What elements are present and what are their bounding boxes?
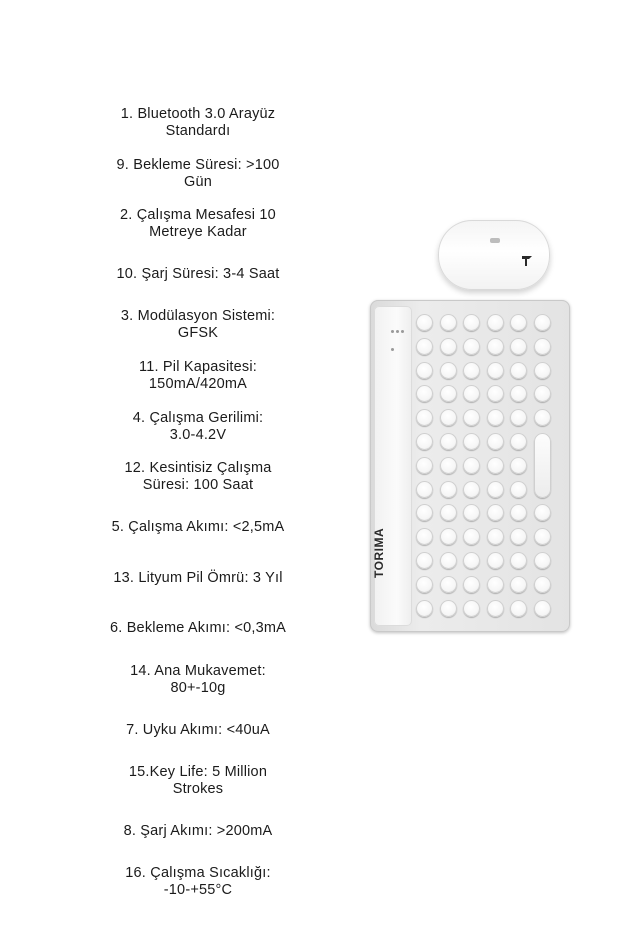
torima-logo-icon bbox=[520, 254, 534, 268]
keyboard-image bbox=[370, 300, 570, 632]
key bbox=[440, 576, 457, 593]
key bbox=[416, 409, 433, 426]
key bbox=[416, 504, 433, 521]
key bbox=[534, 409, 551, 426]
key bbox=[416, 457, 433, 474]
key bbox=[510, 552, 527, 569]
key bbox=[463, 600, 480, 617]
key bbox=[440, 552, 457, 569]
key bbox=[487, 433, 504, 450]
key bbox=[416, 528, 433, 545]
key bbox=[463, 409, 480, 426]
enter-key bbox=[534, 433, 551, 498]
spec-item: 14. Ana Mukavemet: 80+-10g bbox=[130, 662, 266, 696]
key bbox=[534, 338, 551, 355]
key bbox=[440, 433, 457, 450]
key bbox=[510, 504, 527, 521]
key bbox=[487, 338, 504, 355]
key bbox=[510, 433, 527, 450]
key bbox=[463, 528, 480, 545]
key bbox=[510, 576, 527, 593]
status-leds bbox=[390, 322, 406, 342]
key bbox=[416, 338, 433, 355]
key bbox=[534, 528, 551, 545]
key bbox=[440, 314, 457, 331]
key bbox=[440, 362, 457, 379]
spec-list bbox=[92, 106, 304, 916]
key bbox=[463, 433, 480, 450]
key bbox=[440, 504, 457, 521]
key bbox=[487, 528, 504, 545]
spec-item: 4. Çalışma Gerilimi: 3.0-4.2V bbox=[132, 409, 264, 443]
key bbox=[534, 362, 551, 379]
key bbox=[463, 576, 480, 593]
key bbox=[463, 338, 480, 355]
key bbox=[463, 385, 480, 402]
key bbox=[416, 552, 433, 569]
key bbox=[487, 600, 504, 617]
key bbox=[510, 481, 527, 498]
key bbox=[487, 552, 504, 569]
spec-item: 16. Çalışma Sıcaklığı: -10-+55°C bbox=[125, 864, 271, 898]
key bbox=[440, 338, 457, 355]
key bbox=[416, 433, 433, 450]
key bbox=[440, 409, 457, 426]
keyboard-side-strip bbox=[374, 306, 412, 626]
spec-item: 15.Key Life: 5 Million Strokes bbox=[128, 763, 268, 797]
key bbox=[510, 409, 527, 426]
key bbox=[416, 314, 433, 331]
key bbox=[510, 528, 527, 545]
key bbox=[534, 314, 551, 331]
spec-item: 5. Çalışma Akımı: <2,5mA bbox=[111, 519, 285, 536]
key bbox=[463, 314, 480, 331]
spec-item: 3. Modülasyon Sistemi: GFSK bbox=[120, 308, 276, 342]
brand-label: TORIMA bbox=[372, 527, 386, 578]
key bbox=[440, 481, 457, 498]
scroll-wheel bbox=[490, 238, 500, 243]
key bbox=[416, 600, 433, 617]
key bbox=[440, 385, 457, 402]
spec-item: 1. Bluetooth 3.0 Arayüz Standardı bbox=[120, 106, 276, 139]
key bbox=[440, 600, 457, 617]
key bbox=[510, 338, 527, 355]
spec-item: 12. Kesintisiz Çalışma Süresi: 100 Saat bbox=[124, 460, 272, 494]
key bbox=[487, 314, 504, 331]
key bbox=[487, 362, 504, 379]
spec-item: 6. Bekleme Akımı: <0,3mA bbox=[109, 620, 287, 637]
key bbox=[463, 481, 480, 498]
key bbox=[487, 504, 504, 521]
key bbox=[487, 481, 504, 498]
key bbox=[534, 552, 551, 569]
mouse-image bbox=[438, 220, 550, 290]
spec-item: 10. Şarj Süresi: 3-4 Saat bbox=[116, 266, 280, 283]
key bbox=[463, 552, 480, 569]
key bbox=[487, 409, 504, 426]
key bbox=[463, 504, 480, 521]
key bbox=[416, 481, 433, 498]
key bbox=[534, 576, 551, 593]
spec-item: 7. Uyku Akımı: <40uA bbox=[126, 721, 270, 738]
spec-item: 8. Şarj Akımı: >200mA bbox=[123, 822, 273, 839]
spec-item: 13. Lityum Pil Ömrü: 3 Yıl bbox=[113, 569, 283, 586]
key bbox=[534, 504, 551, 521]
key bbox=[416, 385, 433, 402]
key bbox=[534, 385, 551, 402]
key bbox=[440, 457, 457, 474]
spec-item: 11. Pil Kapasitesi: 150mA/420mA bbox=[139, 358, 257, 392]
key bbox=[510, 600, 527, 617]
key bbox=[463, 457, 480, 474]
key bbox=[510, 362, 527, 379]
key bbox=[510, 385, 527, 402]
key bbox=[534, 600, 551, 617]
key bbox=[487, 385, 504, 402]
key bbox=[510, 457, 527, 474]
key bbox=[440, 528, 457, 545]
spec-item: 2. Çalışma Mesafesi 10 Metreye Kadar bbox=[120, 207, 276, 241]
key bbox=[510, 314, 527, 331]
key bbox=[487, 457, 504, 474]
key bbox=[416, 362, 433, 379]
key bbox=[463, 362, 480, 379]
key bbox=[487, 576, 504, 593]
key bbox=[416, 576, 433, 593]
spec-item: 9. Bekleme Süresi: >100 Gün bbox=[116, 156, 280, 190]
